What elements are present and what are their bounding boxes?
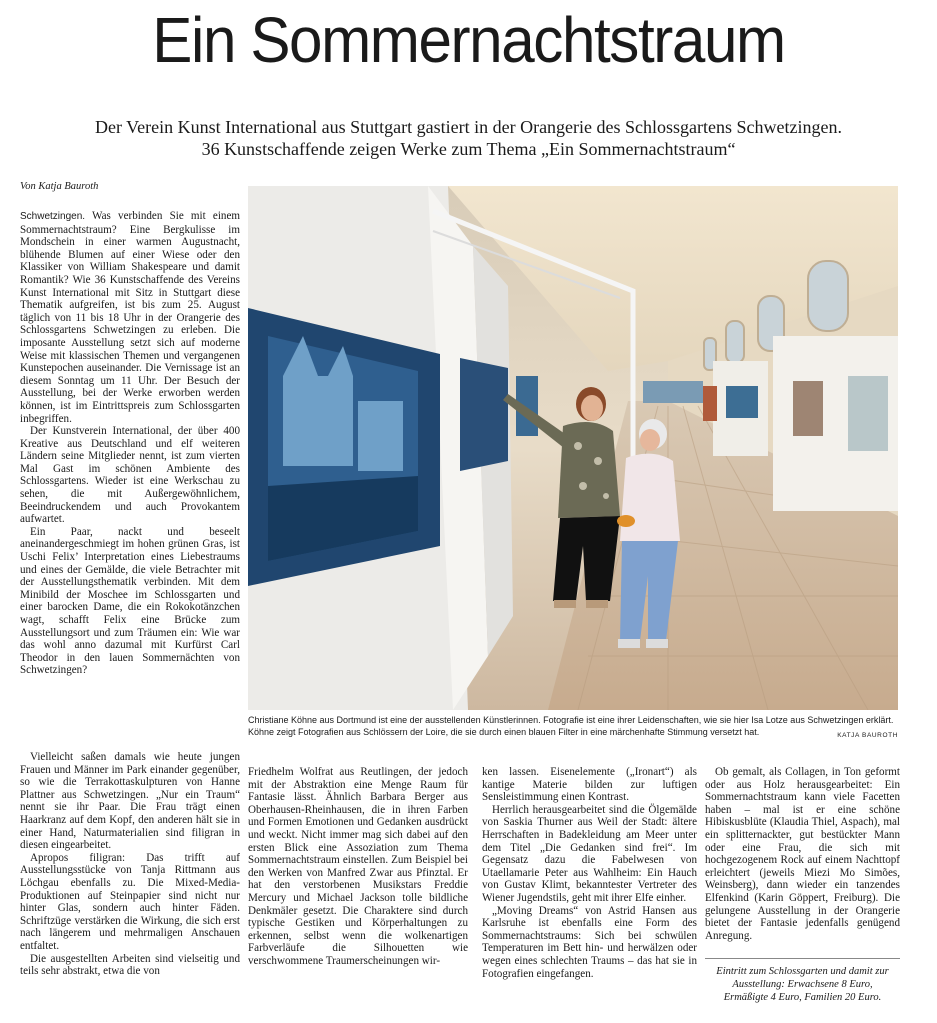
article-photo	[248, 186, 898, 710]
paragraph: Die ausgestellten Arbeiten sind vielseitig und teils sehr abstrakt, etwa die von	[20, 952, 240, 978]
article-column-1-lower	[20, 751, 240, 978]
dateline: Schwetzingen.	[20, 211, 86, 222]
admission-line-1: Eintritt zum Schlossgarten und damit zur Ausstellung: Erwachsene 8 Euro,	[716, 966, 889, 990]
caption-text: Christiane Köhne aus Dortmund ist eine der ausstellenden Künstlerinnen. Fotografie ist eine ihrer Leidenschaften, wie sie hier Isa Lotze aus Schwetzingen erklärt. Köhne zeigt Fotografien aus Schlössern der Loire, die sie durch einen blauen Filter in eine märchenhafte Stimmung versetzt hat.	[248, 715, 894, 737]
paragraph: Friedhelm Wolfrat aus Reutlingen, der jedoch mit der Abstraktion eine Menge Raum für Fantasie lässt. Ähnlich Barbara Berger aus Oberhausen-Rheinhausen, die in ihren Farben und Formen Emotionen und Gedanken ausdrückt und weckt. Nicht immer mag sich dabei auf den ersten Blick eine Assoziation zum Thema Sommernachtstraum einstellen. Zum Beispiel bei den Werken von Manfred Zwar aus Pfinztal. Er hat den verstorbenen Musikstars Freddie Mercury und Michael Jackson tolle bildliche Denkmäler gesetzt. Die Charaktere sind durch typische Gestiken und Körperhaltungen zu erkennen, selbst wenn die wolkenartigen Farbverläufe die Silhouetten wie verschwommene Traumerscheinungen wir-	[248, 766, 468, 967]
paragraph-text: Was verbinden Sie mit einem Sommernachtstraum? Eine Bergkulisse im Mondschein in einer warmen Augustnacht, blühende Blumen auf einer Wiese oder den Klassiker von William Shakespeare und damit Romantik? Wie 36 Kunstschaffende des Vereins Kunst International mit Sitz in Stuttgart diese Thematik aufgreifen, ist bis zum 25. August täglich von 11 bis 18 Uhr in der Orangerie des Schlossgartens Schwetzingen zu erleben. Die imposante Ausstellung setzt sich auf moderne Weise mit klassischen Themen und vergangenen Kunstepochen auseinander. Die Vernissage ist an diesem Sonntag um 11 Uhr. Der Besuch der Ausstellung, bei der Werke erworben werden können, ist im Eintrittspreis zum Schlossgarten inbegriffen.	[20, 210, 240, 425]
admission-info-box	[705, 958, 900, 1004]
paragraph: Der Kunstverein International, der über 400 Kreative aus Deutschland und elf weiteren Ländern seine Mitglieder nennt, ist zum vierten Mal Gast im schönen Ambiente des Schlossgartens. Wieder ist eine Werkschau zu sehen, die mit Außergewöhnlichem, Beeindruckendem und auch Provokantem aufwartet.	[20, 425, 240, 526]
article-column-2	[248, 766, 468, 968]
article-column-3	[482, 766, 697, 980]
headline: Ein Sommernachtstraum	[152, 4, 785, 76]
paragraph: ken lassen. Eisenelemente („Ironart“) als kantige Materie bilden zur luftigen Sensleistimmung einen Kontrast.	[482, 766, 697, 804]
subhead-line-2: 36 Kunstschaffende zeigen Werke zum Thema „Ein Sommernachtstraum“	[201, 139, 736, 159]
paragraph: „Moving Dreams“ von Astrid Hansen aus Karlsruhe ist ebenfalls eine Form des Sommernachtstraums: Sich bei schwülen Temperaturen im Bett hin- und herwälzen oder wegen eines schlechten Traums – das hat sie in Fotografien eingefangen.	[482, 904, 697, 980]
paragraph: Apropos filigran: Das trifft auf Ausstellungsstücke von Tanja Rittmann aus Löchgau ebenfalls zu. Die Mixed-Media-Produktionen auf Steinpapier sind nicht nur hinter Glas, sondern auch hinter Fäden. Schriftzüge verstärken die Wirkung, die sich erst nach längerem und mehrmaligen Anschauen entfaltet.	[20, 851, 240, 952]
photo-credit: KATJA BAUROTH	[837, 732, 898, 739]
paragraph: Herrlich herausgearbeitet sind die Ölgemälde von Saskia Thurner aus Weil der Stadt: ältere Herrschaften in Badekleidung am Meer unter dem Titel „Die Gedanken sind frei“. Im Gegensatz dazu die Fabelwesen von Utaellamarie Peter aus Wahlheim: Ein Hauch von Gustav Klimt, bekanntester Vertreter des Wiener Jugendstils, geht mit ihrer Elfe einher.	[482, 803, 697, 904]
article-column-4	[705, 766, 900, 942]
subhead-line-1: Der Verein Kunst International aus Stuttgart gastiert in der Orangerie des Schlossgartens Schwetzingen.	[95, 117, 842, 137]
photo-caption	[248, 714, 898, 742]
admission-line-2: Ermäßigte 4 Euro, Familien 20 Euro.	[723, 992, 882, 1003]
article-column-1	[20, 210, 240, 677]
paragraph: Ein Paar, nackt und beseelt aneinandergeschmiegt im hohen grünen Gras, ist Uschi Felix’ Interpretation eines Liebestraums und eines der Gemälde, die viele Betrachter mit der Ausstellungsthematik verbinden. Mit dem Minibild der Moschee im Schlossgarten und einer barocken Dame, die ein Rokokotänzchen wagt, schafft Felix eine Brücke zum Ausstellungsort und zum Träumen ein: Wie war das wohl anno dazumal mit Kurfürst Carl Theodor in den lauen Sommernächten von Schwetzingen?	[20, 525, 240, 677]
paragraph: Vielleicht saßen damals wie heute jungen Frauen und Männer im Park einander gegenüber, so wie die Terrakottaskulpturen von Hanne Plattner aus Schwetzingen. „Nur ein Traum“ nennt sie ihr Paar. Die Frau trägt einen Haarkranz auf dem Kopf, den anderen hält sie in einer Hand, Naturmaterialien sind filigran in diesen eingearbeitet.	[20, 751, 240, 852]
byline: Von Katja Bauroth	[20, 181, 99, 192]
gallery-photo-illustration	[248, 186, 898, 710]
subheadline	[30, 116, 907, 160]
paragraph: Ob gemalt, als Collagen, in Ton geformt oder aus Holz herausgearbeitet: Ein Sommernachtstraum kann viele Facetten haben – mal ist er eine schöne Hibiskusblüte (Klaudia Thiel, Aspach), mal ein splitternackter, gut bestückter Mann oder eine Frau, die sich mit hochgezogenem Rock auf einem Nachttopf erleichtert (jeweils Miezi Mo Simões, Weinsberg), dann wieder ein tanzendes Elfenkind (Karin Göppert, Freiburg). Die gelungene Ausstellung in der Orangerie bietet der Fantasie jedenfalls genügend Anregung.	[705, 766, 900, 942]
paragraph	[20, 210, 240, 425]
